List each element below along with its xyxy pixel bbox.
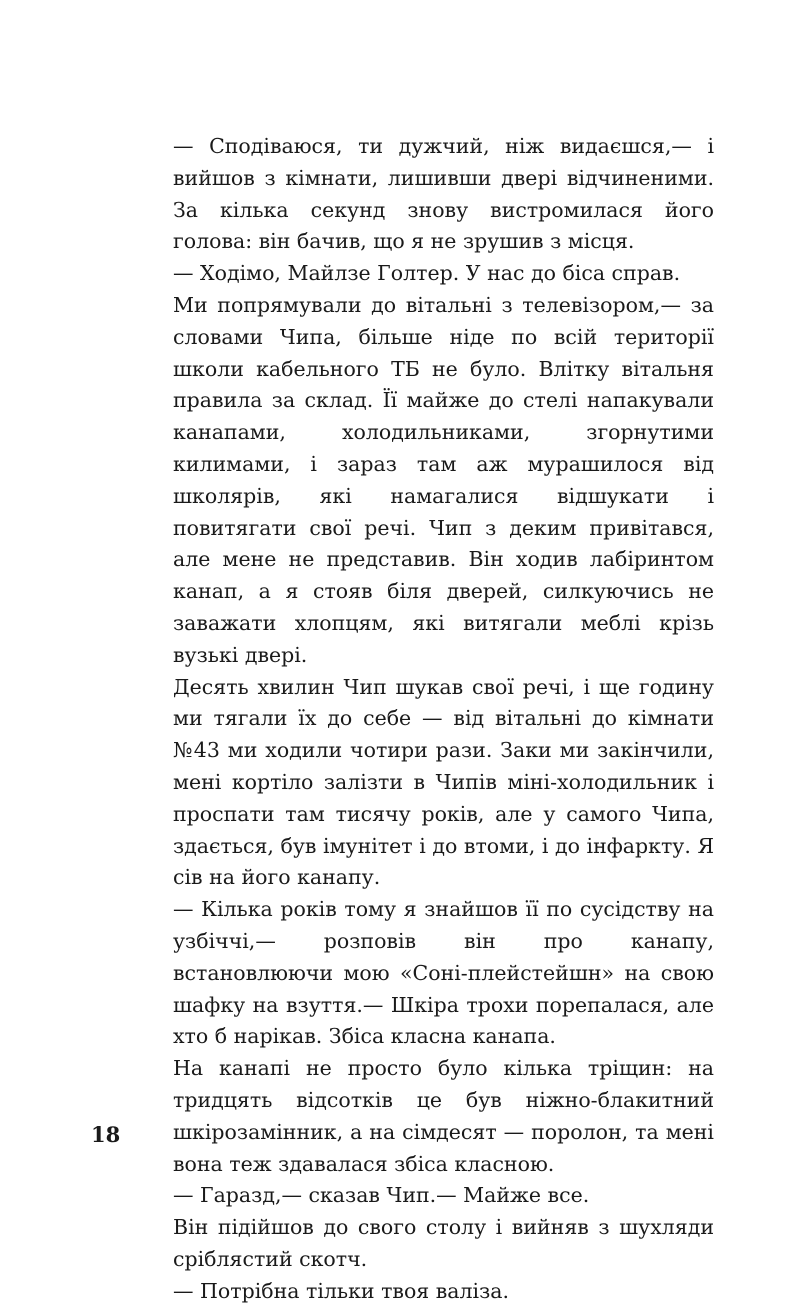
paragraph-6: На канапі не просто було кілька тріщин: на тридцять відсотків це був ніжно-блакитний шкірозамінник, а на сімдесят — поролон, та мені вона теж здавалася збіса класною.	[173, 1056, 714, 1176]
paragraph-4: Десять хвилин Чип шукав свої речі, і ще годину ми тягали їх до себе — від вітальні до кімнати №43 ми ходили чотири рази. Заки ми закінчили, мені кортіло залізти в Чипів міні-холодильник і проспати там тисячу років, але у самого Чипа, здається, був імунітет і до втоми, і до інфаркту. Я сів на його канапу.	[173, 674, 714, 890]
paragraph-9: — Потрібна тільки твоя валіза.	[173, 1278, 510, 1303]
page-body-text	[173, 131, 714, 1307]
paragraph-3: Ми попрямували до вітальні з телевізором,— за словами Чипа, більше ніде по всій території школи кабельного ТБ не було. Влітку вітальня правила за склад. Її майже до стелі напакували канапами, холодильниками, згорнутими килимами, і зараз там аж мурашилося від школярів, які намагалися відшукати і повитягати свої речі. Чип з деким привітався, але мене не представив. Він ходив лабіринтом канап, а я стояв біля дверей, силкуючись не заважати хлопцям, які витягали меблі крізь вузькі двері.	[173, 292, 714, 667]
paragraph-7: — Гаразд,— сказав Чип.— Майже все.	[173, 1183, 590, 1208]
paragraph-8: Він підійшов до свого столу і вийняв з шухляди сріблястий скотч.	[173, 1215, 714, 1271]
page-number: 18	[91, 1122, 121, 1147]
paragraph-1: — Сподіваюся, ти дужчий, ніж видаєшся,— і вийшов з кімнати, лишивши двері відчиненими. За кілька секунд знову вистромилася його голова: він бачив, що я не зрушив з місця.	[173, 134, 714, 254]
paragraph-2: — Ходімо, Майлзе Голтер. У нас до біса справ.	[173, 261, 681, 286]
paragraph-5: — Кілька років тому я знайшов її по сусідству на узбіччі,— розповів він про канапу, встановлюючи мою «Соні-плейстейшн» на свою шафку на взуття.— Шкіра трохи порепалася, але хто б нарікав. Збіса класна канапа.	[173, 897, 714, 1049]
